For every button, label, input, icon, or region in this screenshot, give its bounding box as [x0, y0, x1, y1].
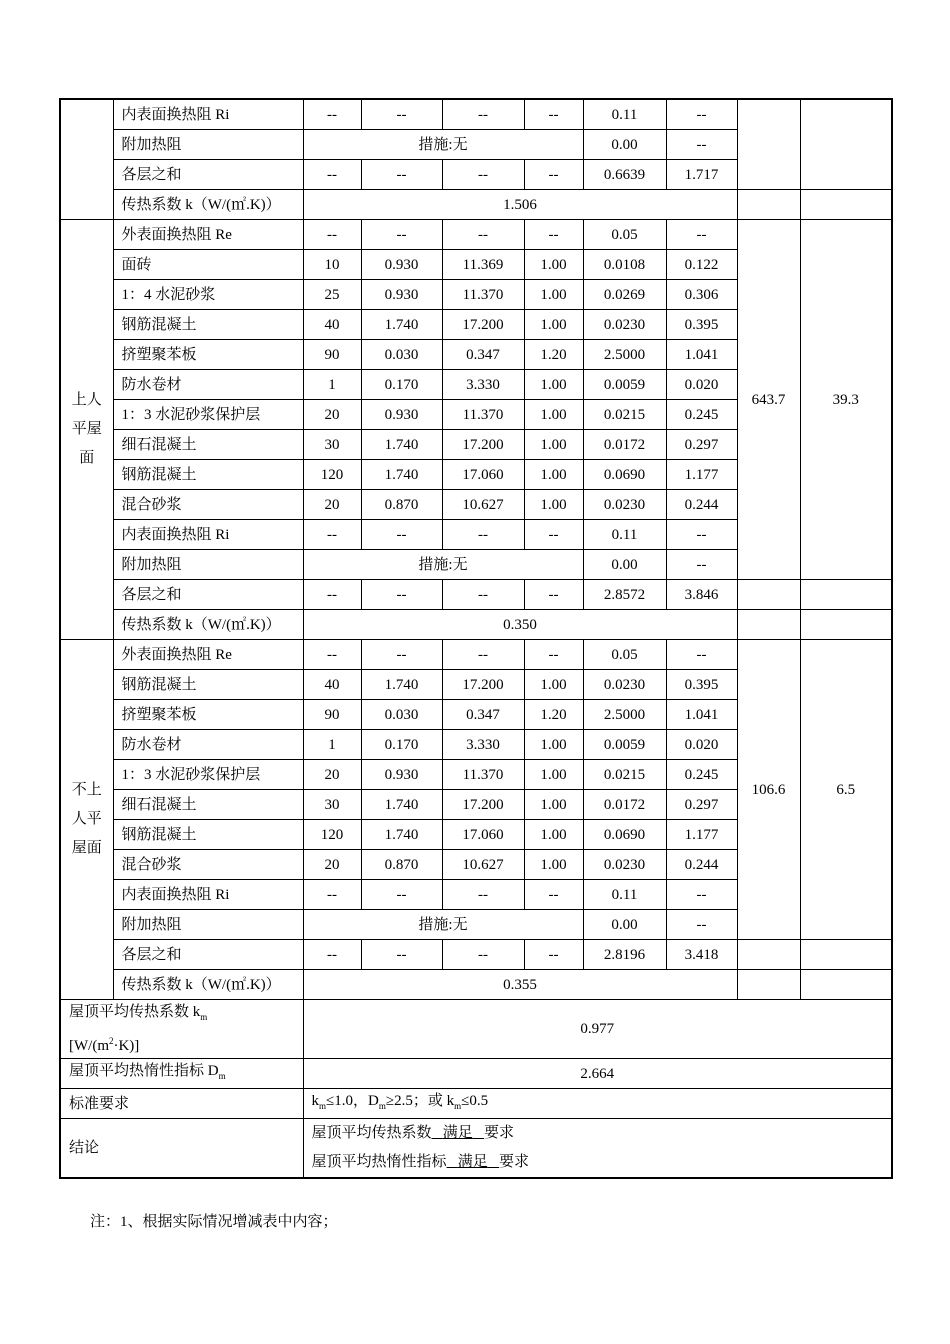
cell: --	[666, 220, 737, 250]
cell: 1	[303, 370, 361, 400]
conclusion-text: 要求	[484, 1125, 515, 1141]
table-row	[60, 1089, 892, 1119]
cell: 90	[303, 700, 361, 730]
empty-cell	[800, 610, 892, 640]
k-label: 传热系数 k（W/(㎡.K)）	[113, 970, 303, 1000]
k-label: 传热系数 k（W/(㎡.K)）	[113, 190, 303, 220]
cell: 0.244	[666, 490, 737, 520]
cell: 0.6639	[583, 160, 666, 190]
cell: 20	[303, 400, 361, 430]
section-non-accessible-roof	[60, 640, 892, 1000]
cell: 0.0230	[583, 670, 666, 700]
cell: 0.0690	[583, 820, 666, 850]
table-row	[60, 220, 892, 250]
cell: 0.0215	[583, 400, 666, 430]
table-row	[60, 580, 892, 610]
layer-name: 挤塑聚苯板	[113, 700, 303, 730]
cell: --	[666, 99, 737, 130]
cell: 1.740	[361, 430, 442, 460]
cell: 0.930	[361, 400, 442, 430]
layer-name: 1：3 水泥砂浆保护层	[113, 400, 303, 430]
cell: 30	[303, 790, 361, 820]
layer-name: 钢筋混凝土	[113, 310, 303, 340]
conclusion-text: 要求	[499, 1154, 530, 1170]
cell: 0.030	[361, 700, 442, 730]
cell: 1.740	[361, 790, 442, 820]
cell: --	[361, 940, 442, 970]
cell: 0.170	[361, 730, 442, 760]
roof-thermal-table	[59, 98, 893, 1179]
layer-name: 内表面换热阻 Ri	[113, 520, 303, 550]
cell: 0.245	[666, 760, 737, 790]
cell: --	[524, 220, 583, 250]
cell: --	[361, 160, 442, 190]
k-label: 传热系数 k（W/(㎡.K)）	[113, 610, 303, 640]
layer-name: 各层之和	[113, 580, 303, 610]
conclusion-text: 屋顶平均热惰性指标	[311, 1154, 447, 1170]
cell: --	[666, 520, 737, 550]
cell: 0.245	[666, 400, 737, 430]
cell: 40	[303, 310, 361, 340]
cell: --	[666, 640, 737, 670]
cell: 0.05	[583, 220, 666, 250]
cell: 1.717	[666, 160, 737, 190]
cell: 3.846	[666, 580, 737, 610]
measure-cell: 措施:无	[303, 910, 583, 940]
layer-name: 钢筋混凝土	[113, 670, 303, 700]
subscript: m	[200, 1012, 208, 1022]
layer-name: 挤塑聚苯板	[113, 340, 303, 370]
layer-name: 内表面换热阻 Ri	[113, 99, 303, 130]
cell: 0.297	[666, 790, 737, 820]
layer-name: 混合砂浆	[113, 850, 303, 880]
section-label: 不上人平屋面	[60, 640, 113, 1000]
cell: 0.297	[666, 430, 737, 460]
avg-k-label	[60, 1000, 303, 1059]
cell: 10	[303, 250, 361, 280]
std-text: ≤0.5	[461, 1093, 489, 1109]
conclusion-text: 屋顶平均传热系数	[311, 1125, 432, 1141]
cell: --	[442, 940, 524, 970]
cell: --	[524, 160, 583, 190]
cell: 0.395	[666, 310, 737, 340]
cell: 0.030	[361, 340, 442, 370]
cell: 0.11	[583, 880, 666, 910]
standard-label: 标准要求	[60, 1089, 303, 1119]
cell: 1.00	[524, 460, 583, 490]
cell: --	[442, 880, 524, 910]
cell: --	[442, 580, 524, 610]
cell: --	[442, 160, 524, 190]
cell: 120	[303, 820, 361, 850]
footnote: 注：1、根据实际情况增减表中内容；	[90, 1214, 338, 1230]
layer-name: 各层之和	[113, 160, 303, 190]
cell: 11.370	[442, 280, 524, 310]
cell: 2.8196	[583, 940, 666, 970]
cell: 0.930	[361, 250, 442, 280]
unit-text: [W/(m	[69, 1038, 109, 1054]
cell: 0.0215	[583, 760, 666, 790]
cell: 1.740	[361, 670, 442, 700]
cell: 0.0690	[583, 460, 666, 490]
cell: 1.00	[524, 250, 583, 280]
cell: 1.041	[666, 700, 737, 730]
cell: --	[524, 520, 583, 550]
cell: 2.5000	[583, 700, 666, 730]
cell: --	[524, 880, 583, 910]
table-row	[60, 1119, 892, 1179]
section-upper-roof	[60, 220, 892, 640]
standard-value	[303, 1089, 892, 1119]
cell: 3.418	[666, 940, 737, 970]
cell: 1.00	[524, 850, 583, 880]
cell: 1	[303, 730, 361, 760]
cell: 0.00	[583, 130, 666, 160]
cell: 20	[303, 490, 361, 520]
layer-name: 细石混凝土	[113, 430, 303, 460]
layer-name: 内表面换热阻 Ri	[113, 880, 303, 910]
layer-name: 1：4 水泥砂浆	[113, 280, 303, 310]
summary-body	[60, 1000, 892, 1179]
cell: 0.0059	[583, 730, 666, 760]
subscript: m	[378, 1101, 386, 1111]
table-row	[60, 940, 892, 970]
cell: 0.395	[666, 670, 737, 700]
area-value: 106.6	[737, 640, 800, 940]
k-value: 0.350	[303, 610, 737, 640]
cell: 0.0269	[583, 280, 666, 310]
cell: --	[303, 220, 361, 250]
cell: --	[361, 580, 442, 610]
table-row	[60, 640, 892, 670]
layer-name: 外表面换热阻 Re	[113, 640, 303, 670]
layer-name: 面砖	[113, 250, 303, 280]
layer-name: 各层之和	[113, 940, 303, 970]
cell: 0.930	[361, 760, 442, 790]
cell: --	[303, 640, 361, 670]
cell: --	[666, 130, 737, 160]
avg-d-label	[60, 1059, 303, 1089]
cell: --	[361, 640, 442, 670]
k-value: 1.506	[303, 190, 737, 220]
cell: 90	[303, 340, 361, 370]
cell: 0.870	[361, 490, 442, 520]
cell: 0.0230	[583, 310, 666, 340]
cell: --	[303, 520, 361, 550]
cell: --	[442, 520, 524, 550]
cell: 1.00	[524, 370, 583, 400]
cell: 1.00	[524, 730, 583, 760]
cell: 30	[303, 430, 361, 460]
layer-name: 1：3 水泥砂浆保护层	[113, 760, 303, 790]
measure-cell: 措施:无	[303, 130, 583, 160]
cell: 0.347	[442, 340, 524, 370]
cell: 20	[303, 760, 361, 790]
table-row	[60, 1059, 892, 1089]
avg-k-value: 0.977	[303, 1000, 892, 1059]
cell: 17.200	[442, 670, 524, 700]
conclusion-result	[447, 1154, 500, 1170]
cell: 1.00	[524, 430, 583, 460]
area-value: 643.7	[737, 220, 800, 580]
cell: 3.330	[442, 730, 524, 760]
table-row	[60, 99, 892, 130]
avg-d-value: 2.664	[303, 1059, 892, 1089]
cell: --	[361, 520, 442, 550]
layer-name: 附加热阻	[113, 550, 303, 580]
cell: 0.930	[361, 280, 442, 310]
cell: 0.0230	[583, 850, 666, 880]
cell: --	[361, 220, 442, 250]
subscript: m	[218, 1071, 226, 1081]
cell: 0.170	[361, 370, 442, 400]
cell: 0.0172	[583, 430, 666, 460]
cell: 0.00	[583, 910, 666, 940]
cell: --	[666, 880, 737, 910]
unit-text: ·K)]	[113, 1038, 140, 1054]
cell: --	[303, 880, 361, 910]
cell: --	[303, 99, 361, 130]
empty-cell	[737, 580, 800, 610]
layer-name: 防水卷材	[113, 370, 303, 400]
empty-cell	[737, 970, 800, 1000]
cell: 0.11	[583, 520, 666, 550]
cell: --	[666, 910, 737, 940]
section-label-cell	[60, 99, 113, 220]
table-row	[60, 970, 892, 1000]
cell: 1.740	[361, 820, 442, 850]
cell: --	[303, 580, 361, 610]
cell: 0.306	[666, 280, 737, 310]
subscript: m	[319, 1101, 327, 1111]
cell: --	[361, 99, 442, 130]
result-text: 满足	[442, 1125, 473, 1141]
cell: 0.11	[583, 99, 666, 130]
std-text: ≤1.0，D	[326, 1093, 379, 1109]
layer-name: 附加热阻	[113, 130, 303, 160]
superscript: 2	[108, 1036, 114, 1046]
cell: 1.00	[524, 760, 583, 790]
std-text: k	[311, 1093, 319, 1109]
conclusion-label: 结论	[60, 1119, 303, 1179]
layer-name: 防水卷材	[113, 730, 303, 760]
empty-cell	[737, 610, 800, 640]
empty-cell	[737, 940, 800, 970]
subscript: m	[454, 1101, 462, 1111]
layer-name: 附加热阻	[113, 910, 303, 940]
cell: 0.020	[666, 730, 737, 760]
cell: 1.00	[524, 490, 583, 520]
cell: 1.00	[524, 670, 583, 700]
cell: 25	[303, 280, 361, 310]
cell: --	[666, 550, 737, 580]
conclusion-result	[432, 1125, 485, 1141]
cell: 1.00	[524, 820, 583, 850]
table-row	[60, 1000, 892, 1059]
cell: 120	[303, 460, 361, 490]
cell: 10.627	[442, 490, 524, 520]
cell: 0.870	[361, 850, 442, 880]
cell: --	[303, 160, 361, 190]
cell: 1.00	[524, 310, 583, 340]
measure-cell: 措施:无	[303, 550, 583, 580]
cell: 3.330	[442, 370, 524, 400]
cell: 0.244	[666, 850, 737, 880]
cell: 0.020	[666, 370, 737, 400]
cell: 1.00	[524, 280, 583, 310]
cell: 1.00	[524, 790, 583, 820]
empty-cell	[800, 940, 892, 970]
layer-name: 钢筋混凝土	[113, 460, 303, 490]
empty-cell	[737, 190, 800, 220]
k-value: 0.355	[303, 970, 737, 1000]
avg-d-text: 屋顶平均热惰性指标 D	[69, 1063, 219, 1079]
cell: 17.200	[442, 310, 524, 340]
layer-name: 钢筋混凝土	[113, 820, 303, 850]
cell: 0.0230	[583, 490, 666, 520]
empty-cell	[800, 970, 892, 1000]
layer-name: 细石混凝土	[113, 790, 303, 820]
cell: --	[524, 640, 583, 670]
cell: 17.200	[442, 430, 524, 460]
cell: 11.370	[442, 400, 524, 430]
cell: 20	[303, 850, 361, 880]
std-text: ≥2.5；或 k	[385, 1093, 455, 1109]
cell: 1.740	[361, 460, 442, 490]
cell: 17.060	[442, 820, 524, 850]
table-row	[60, 610, 892, 640]
cell: 0.347	[442, 700, 524, 730]
empty-cell	[800, 190, 892, 220]
cell: 0.05	[583, 640, 666, 670]
layer-name: 外表面换热阻 Re	[113, 220, 303, 250]
conclusion-value	[303, 1119, 892, 1179]
cell: --	[303, 940, 361, 970]
cell: 0.00	[583, 550, 666, 580]
layer-name: 混合砂浆	[113, 490, 303, 520]
area-cell	[737, 99, 800, 190]
section-label: 上人平屋面	[60, 220, 113, 640]
cell: 1.20	[524, 700, 583, 730]
cell: 1.00	[524, 400, 583, 430]
cell: 2.8572	[583, 580, 666, 610]
cell: --	[524, 99, 583, 130]
cell: 17.060	[442, 460, 524, 490]
cell: --	[524, 940, 583, 970]
empty-cell	[800, 580, 892, 610]
cell: 40	[303, 670, 361, 700]
cell: 17.200	[442, 790, 524, 820]
cell: --	[442, 640, 524, 670]
cell: 1.177	[666, 820, 737, 850]
cell: 0.0172	[583, 790, 666, 820]
table-row	[60, 190, 892, 220]
cell: --	[442, 99, 524, 130]
cell: 1.20	[524, 340, 583, 370]
cell: 1.177	[666, 460, 737, 490]
ratio-value: 39.3	[800, 220, 892, 580]
ratio-value: 6.5	[800, 640, 892, 940]
table-body	[60, 99, 892, 220]
result-text: 满足	[457, 1154, 488, 1170]
cell: 0.122	[666, 250, 737, 280]
cell: 11.369	[442, 250, 524, 280]
cell: --	[524, 580, 583, 610]
cell: 0.0059	[583, 370, 666, 400]
cell: 2.5000	[583, 340, 666, 370]
cell: 1.041	[666, 340, 737, 370]
cell: --	[442, 220, 524, 250]
cell: --	[361, 880, 442, 910]
ratio-cell	[800, 99, 892, 190]
avg-k-text: 屋顶平均传热系数 k	[69, 1004, 201, 1020]
cell: 11.370	[442, 760, 524, 790]
cell: 1.740	[361, 310, 442, 340]
cell: 10.627	[442, 850, 524, 880]
cell: 0.0108	[583, 250, 666, 280]
